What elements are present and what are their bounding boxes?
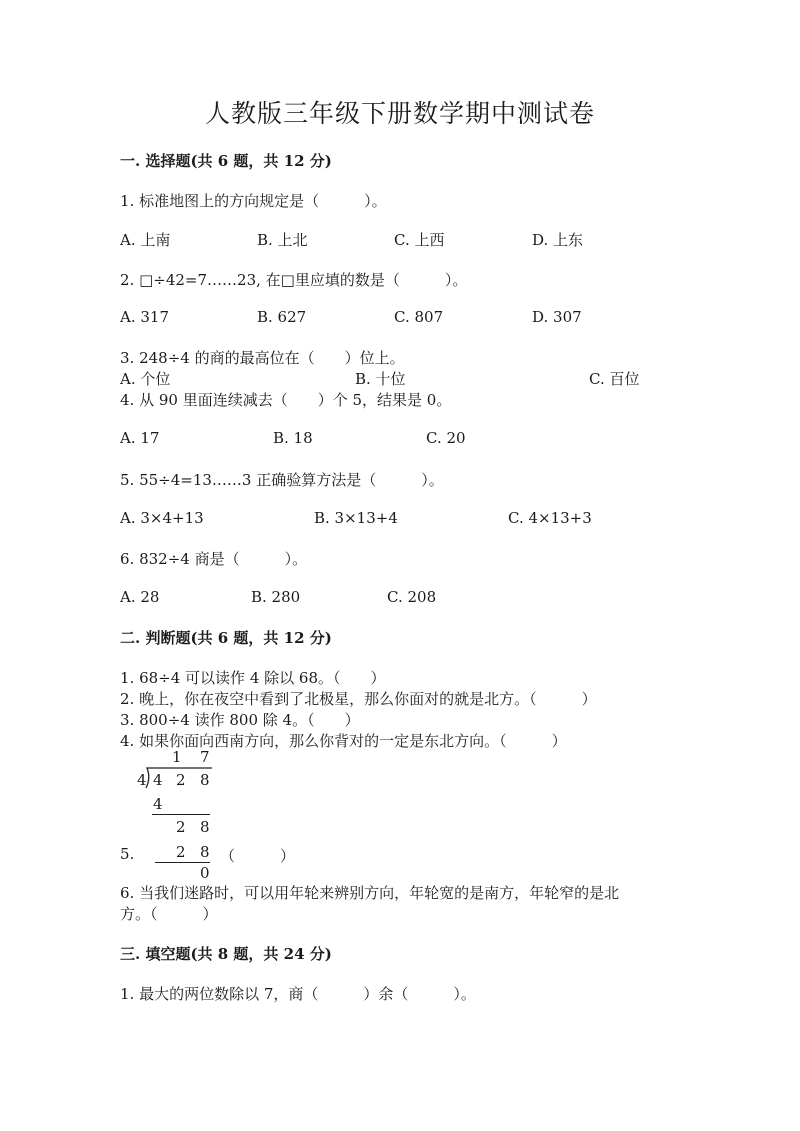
option-c: C. 807 <box>394 308 444 326</box>
option-b: B. 280 <box>251 588 301 606</box>
option-c: C. 208 <box>387 588 437 606</box>
partial-remainder-digit: 8 <box>200 818 210 836</box>
option-d: D. 上东 <box>532 231 584 249</box>
quotient-digit: 1 <box>172 748 182 766</box>
statement-item: 3. 800÷4 读作 800 除 4。（ ） <box>120 711 360 729</box>
section-heading-judgement: 二. 判断题(共 6 题，共 12 分) <box>120 629 332 647</box>
partial-product-digit: 8 <box>200 843 210 861</box>
statement-item: 4. 如果你面向西南方向，那么你背对的一定是东北方向。（ ） <box>120 732 567 750</box>
option-c: C. 百位 <box>589 370 640 388</box>
option-a: A. 317 <box>120 308 169 326</box>
option-c: C. 4×13+3 <box>508 509 592 527</box>
answer-blank: （ ） <box>220 847 296 865</box>
option-a: A. 17 <box>120 429 160 447</box>
option-b: B. 十位 <box>355 370 406 388</box>
statement-item: 6. 当我们迷路时，可以用年轮来辨别方向，年轮宽的是南方，年轮窄的是北 <box>120 884 620 902</box>
question-text: 1. 标准地图上的方向规定是（ ）。 <box>120 192 387 210</box>
question-text: 5. 55÷4=13……3 正确验算方法是（ ）。 <box>120 471 444 489</box>
option-b: B. 627 <box>257 308 307 326</box>
final-remainder: 0 <box>200 864 210 882</box>
partial-product: 4 <box>153 795 163 813</box>
divisor: 4 <box>137 771 147 789</box>
statement-item: 2. 晚上，你在夜空中看到了北极星，那么你面对的就是北方。（ ） <box>120 690 597 708</box>
partial-remainder-digit: 2 <box>176 818 186 836</box>
question-text: 2. □÷42=7……23, 在□里应填的数是（ ）。 <box>120 271 468 289</box>
division-rule <box>155 862 210 863</box>
quotient-digit: 7 <box>200 748 210 766</box>
section-heading-choice: 一. 选择题(共 6 题，共 12 分) <box>120 152 332 170</box>
option-d: D. 307 <box>532 308 582 326</box>
question-text: 4. 从 90 里面连续减去（ ）个 5，结果是 0。 <box>120 391 452 409</box>
question-text: 6. 832÷4 商是（ ）。 <box>120 550 308 568</box>
fill-in-item: 1. 最大的两位数除以 7，商（ ）余（ ）。 <box>120 985 476 1003</box>
dividend-digit: 4 <box>153 771 163 789</box>
option-c: C. 上西 <box>394 231 445 249</box>
section-heading-fill-in: 三. 填空题(共 8 题，共 24 分) <box>120 945 332 963</box>
option-b: B. 上北 <box>257 231 308 249</box>
statement-item: 1. 68÷4 可以读作 4 除以 68。（ ） <box>120 669 386 687</box>
option-a: A. 个位 <box>120 370 171 388</box>
division-rule <box>152 814 210 815</box>
option-b: B. 3×13+4 <box>314 509 398 527</box>
page-title: 人教版三年级下册数学期中测试卷 <box>204 99 595 128</box>
partial-product-digit: 2 <box>176 843 186 861</box>
statement-item-continued: 方。（ ） <box>120 905 218 923</box>
statement-item-label: 5. <box>120 845 135 863</box>
dividend-digit: 2 <box>176 771 186 789</box>
option-b: B. 18 <box>273 429 313 447</box>
question-text: 3. 248÷4 的商的最高位在（ ）位上。 <box>120 349 405 367</box>
dividend-digit: 8 <box>200 771 210 789</box>
option-c: C. 20 <box>426 429 466 447</box>
option-a: A. 上南 <box>120 231 171 249</box>
option-a: A. 28 <box>120 588 160 606</box>
option-a: A. 3×4+13 <box>120 509 204 527</box>
